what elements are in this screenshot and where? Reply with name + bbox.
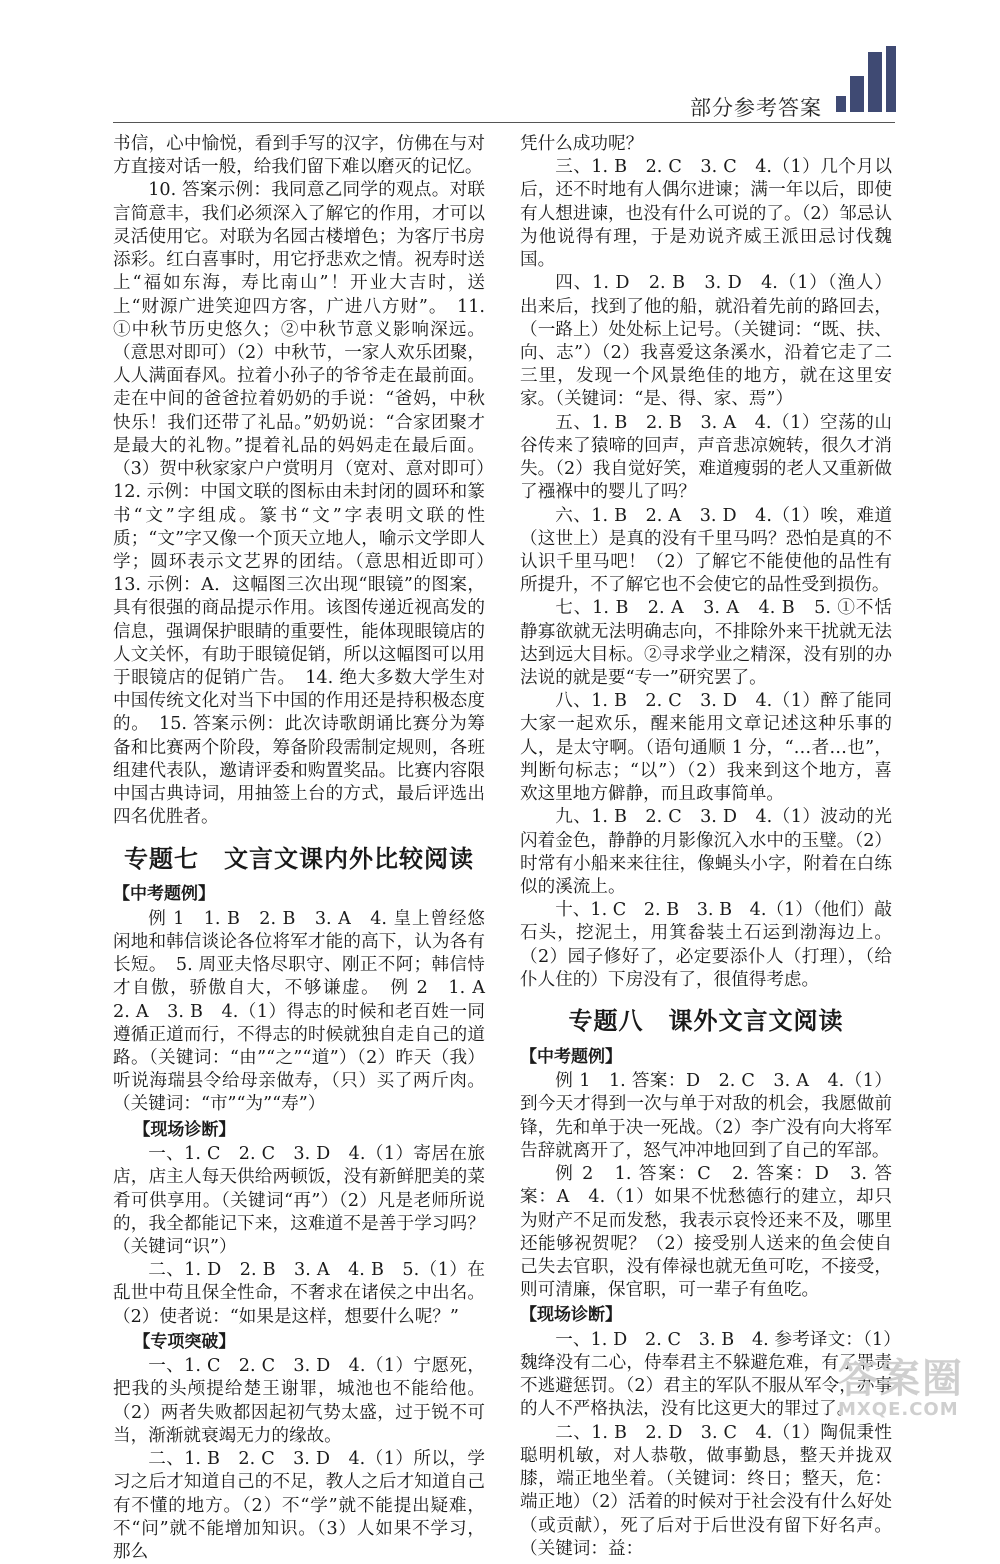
subheading-diagnosis: 【现场诊断】 [133, 1119, 236, 1140]
paragraph: 二、1. B 2. D 3. C 4.（1）陶侃秉性聪明机敏，对人恭敬，做事勤恳，整天并拢双膝，端正地坐着。（关键词：终日；整天，危：端正地）（2）活着的时候对于社会没有什么好处（或贡献），死了后对于后世没有留下好名声。（关键词：益： [520, 1422, 892, 1559]
paragraph: 例 1 1. B 2. B 3. A 4. 皇上曾经悠闲地和韩信谈论各位将军才能的高下，认为各有长短。 5. 周亚夫恪尽职守、刚正不阿；韩信恃才自傲，骄傲自大，不够谦虚。 例 2 1. A 2. A 3. B 4.（1）得志的时候和老百姓一同遵循正道而行，不得志的时候就独自走自己的道路。（关键词：“由”“之”“道”）（2）昨天（我）听说海瑞县令给母亲做寿，（只）买了两斤肉。（关键词：“市”“为”“寿”） [113, 908, 503, 1115]
subheading-exam: 【中考题例】 [520, 1046, 622, 1067]
paragraph: 八、1. B 2. C 3. D 4.（1）醉了能同大家一起欢乐，醒来能用文章记述这种乐事的人，是太守啊。（语句通顺 1 分，“…者…也”，判断句标志；“以”）（2）我来到这个地方，喜欢这里地方僻静，而且政事简单。 [520, 691, 892, 805]
paragraph: 一、1. D 2. C 3. B 4. 参考译文：（1）魏绛没有二心，侍奉君主不躲避危难，有了罪责不逃避惩罚。（2）君主的军队不服从军令，办事的人不严格执法，没有比这更大的罪过了。 [520, 1329, 892, 1420]
watermark-logo [838, 1356, 988, 1429]
watermark-url: MXQE.COM [838, 1399, 959, 1420]
paragraph: 四、1. D 2. B 3. D 4.（1）（渔人）出来后，找到了他的船，就沿着先前的路回去，（一路上）处处标上记号。（关键词：“既、扶、向、志”）（2）我喜爱这条溪水，沿着它走了二三里，发现一个风景绝佳的地方，就在这里安家。（关键词：“是、得、家、焉”） [520, 273, 892, 410]
header-title: 部分参考答案 [690, 96, 822, 120]
left-column [113, 133, 503, 1564]
watermark-text: 答案圈 [838, 1356, 964, 1402]
paragraph: 十、1. C 2. B 3. B 4.（1）（他们）敲石头，挖泥土，用箕畚装土石运到渤海边上。（2）园子修好了，必定要添仆人（打理），（给仆人住的）下房没有了，很值得考虑。 [520, 900, 892, 990]
paragraph: 例 1 1. 答案：D 2. C 3. A 4.（1）到今天才得到一次与单于对敌的机会，我愿做前锋，先和单于决一死战。（2）李广没有向大将军告辞就离开了，怒气冲冲地回到了自己的军部。 [520, 1071, 892, 1161]
paragraph: 一、1. C 2. C 3. D 4.（1）寄居在旅店，店主人每天供给两顿饭，没有新鲜肥美的菜肴可供享用。（关键词“再”）（2）凡是老师所说的，我全都能记下来，这难道不是善于学习吗？（关键词“识”） [113, 1144, 485, 1257]
right-column [520, 133, 892, 1561]
paragraph: 一、1. C 2. C 3. D 4.（1）宁愿死，把我的头颅提给楚王谢罪，城池也不能给他。（2）两者失败都因起初气势太盛，过于锐不可当，渐渐就衰竭无力的缘故。 [113, 1356, 485, 1446]
header-bars-icon [836, 46, 896, 112]
paragraph: 六、1. B 2. A 3. D 4.（1）唉，难道（这世上）是真的没有千里马吗？恐怕是真的不认识千里马吧！（2）了解它不能使他的品性有所提升，不了解它也不会使它的品性受到损伤。 [520, 505, 892, 596]
subheading-exam: 【中考题例】 [113, 884, 215, 905]
header-divider [113, 122, 895, 123]
paragraph: 二、1. D 2. B 3. A 4. B 5.（1）在乱世中苟且保全性命，不奢求在诸侯之中出名。（2）使者说：“如果是这样，想要什么呢？” [113, 1260, 485, 1327]
paragraph: 五、1. B 2. B 3. A 4.（1）空荡的山谷传来了猿啼的回声，声音悲凉婉转，很久才消失。（2）我自觉好笑，难道瘦弱的老人又重新做了襁褓中的婴儿了吗？ [520, 412, 892, 503]
paragraph: 七、1. B 2. A 3. A 4. B 5. ①不恬静寡欲就无法明确志向，不排除外来干扰就无法达到远大目标。②寻求学业之精深，没有别的办法说的就是要“专一”研究罢了。 [520, 598, 892, 689]
paragraph: 九、1. B 2. C 3. D 4.（1）波动的光闪着金色，静静的月影像沉入水中的玉璧。（2）时常有小船来来往往，像蝇头小字，附着在白练似的溪流上。 [520, 807, 892, 897]
section-heading-8: 专题八 课外文言文阅读 [568, 1007, 844, 1036]
paragraph: 10. 答案示例：我同意乙同学的观点。对联言简意丰，我们必须深入了解它的作用，才可以灵活使用它。对联为名园古楼增色；为客厅书房添彩。红白喜事时，用它抒悲欢之情。祝寿时送上“福如东海，寿比南山”！开业大吉时，送上“财源广进笑迎四方客，广进八方财”。 11. ①中秋节历史悠久；②中秋节意义影响深远。（意思对即可）（2）中秋节，一家人欢乐团聚，人人满面春风。拉着小孙子的爷爷走在最前面。走在中间的爸爸拉着奶奶的手说：“爸妈，中秋快乐！我们还带了礼品。”奶奶说：“合家团聚才是最大的礼物。”提着礼品的妈妈走在最后面。（3）贺中秋家家户户赏明月（宽对、意对即可） 12. 示例：中国文联的图标由未封闭的圆环和篆书“文”字组成。篆书“文”字表明文联的性质；“文”字又像一个顶天立地人，喻示文学即人学；圆环表示文艺界的团结。（意思相近即可） 13. 示例：A．这幅图三次出现“眼镜”的图案，具有很强的商品提示作用。该图传递近视高发的信息，强调保护眼睛的重要性，能体现眼镜店的人文关怀，有助于眼镜促销，所以这幅图可以用于眼镜店的促销广告。 14. 绝大多数大学生对中国传统文化对当下中国的作用还是持积极态度的。 15. 答案示例：此次诗歌朗诵比赛分为筹备和比赛两个阶段，筹备阶段需制定规则，各班组建代表队，邀请评委和购置奖品。比赛内容限中国古典诗词，用抽签上台的方式，最后评选出四名优胜者。 [113, 180, 503, 828]
paragraph: 书信，心中愉悦，看到手写的汉字，仿佛在与对方直接对话一般，给我们留下难以磨灭的记忆。 [113, 134, 485, 178]
paragraph: 三、1. B 2. C 3. C 4.（1）几个月以后，还不时地有人偶尔进谏；满一年以后，即使有人想进谏，也没有什么可说的了。（2）邹忌认为他说得有理，于是劝说齐威王派田忌讨伐魏国。 [520, 157, 892, 271]
section-heading-7: 专题七 文言文课内外比较阅读 [124, 844, 474, 873]
subheading-breakthrough: 【专项突破】 [133, 1331, 236, 1352]
paragraph: 凭什么成功呢？ [520, 134, 644, 154]
subheading-diagnosis: 【现场诊断】 [520, 1305, 622, 1326]
paragraph: 例 2 1. 答案：C 2. 答案：D 3. 答案：A 4.（1）如果不忧愁德行的建立，却只为财产不足而发愁，我表示哀怜还来不及，哪里还能够祝贺呢？（2）接受别人送来的鱼会使自己失去官职，没有俸禄也就无鱼可吃，不接受，则可清廉，保官职，可一辈子有鱼吃。 [520, 1164, 892, 1301]
paragraph: 二、1. B 2. C 3. D 4.（1）所以，学习之后才知道自己的不足，教人之后才知道自己有不懂的地方。（2）不“学”就不能提出疑难，不“问”就不能增加知识。（3）人如果不学习，那么 [113, 1449, 485, 1563]
